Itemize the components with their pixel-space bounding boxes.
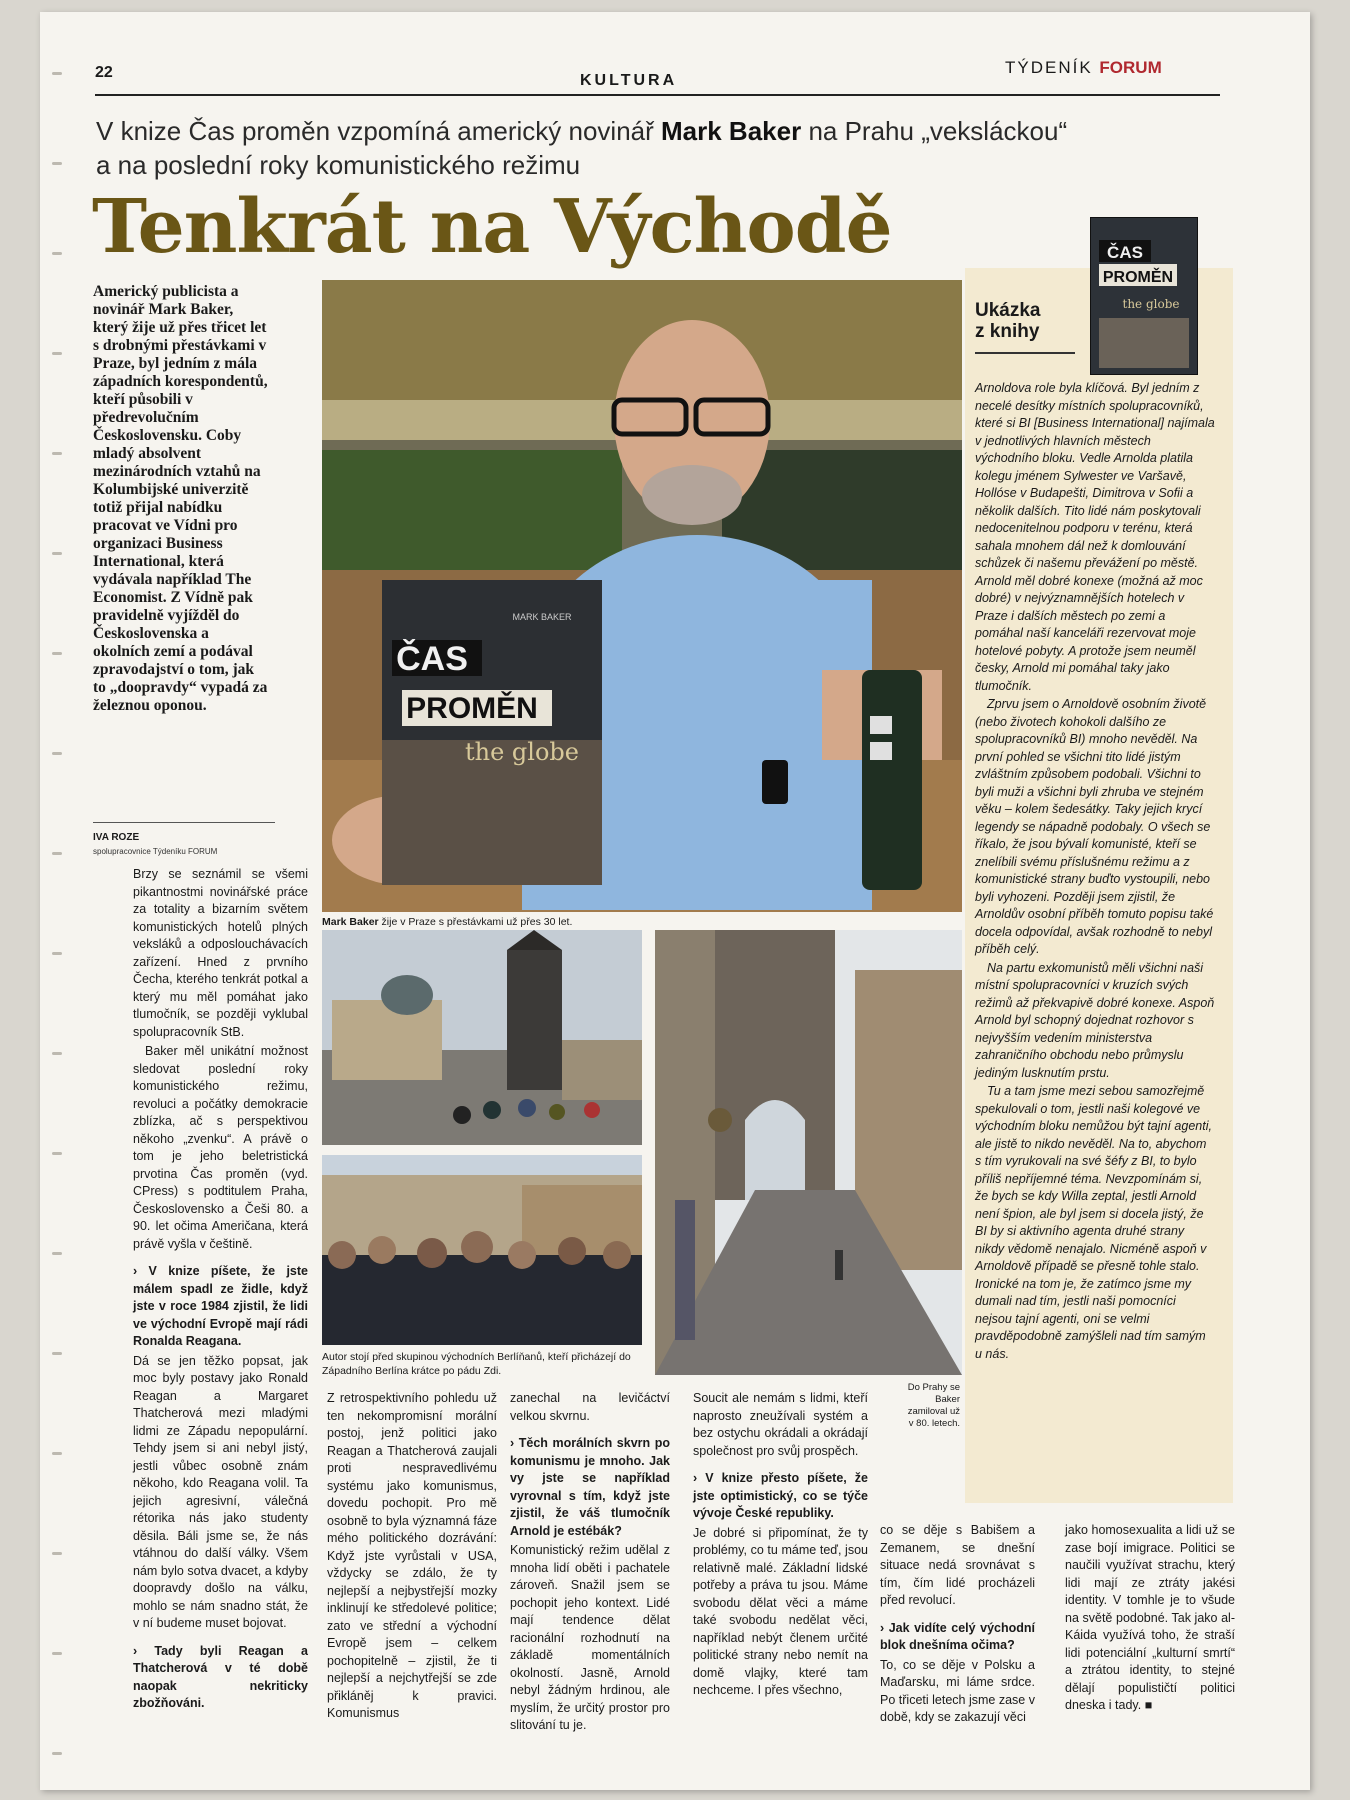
thumbnail-title-2: PROMĚN bbox=[1102, 269, 1174, 286]
header-rule bbox=[95, 94, 1220, 96]
interview-question: › Tady byli Reagan a Thatcherová v té době naopak nekriticky zbožňováni. bbox=[133, 1643, 308, 1710]
paragraph: zanechal na levičáctví velkou skvrnu. bbox=[510, 1391, 670, 1423]
bridge-photo bbox=[322, 930, 642, 1145]
publication-brand: TÝDENÍK FORUM bbox=[1005, 58, 1162, 77]
article-column-6 bbox=[1065, 1522, 1235, 1717]
article-column-2 bbox=[327, 1390, 497, 1725]
paragraph: Brzy se seznámil se všemi pikantnostmi novinářské práce za totality a bizarním světem komunistických hotelů plných veksláků a odposlouchávacích zařízení. Hned z prvního Čecha, kterého tenkrát potkal a který mu měl pomáhat jako tlumočník, se později vyklubal spolupracovník StB. bbox=[133, 867, 308, 1039]
paragraph: To, co se děje v Polsku a Maďarsku, mi láme srdce. Po třiceti letech jsme zase v době, kdy se zakazují věci bbox=[880, 1657, 1035, 1724]
paragraph: Komunistický režim udělal z mnoha lidí oběti i pachatele zároveň. Snažil jsem se pochopit jeho kontext. Lidé mají tendence dělat racionální rozhodnutí na základě momentálních okolností. Jasně, Arnold nebyl žádným hrdinou, ale myslím, že určitý prostor pro slitování tu je. bbox=[510, 1543, 670, 1732]
interview-question: › V knize přesto píšete, že jste optimistický, co se týče vývoje České republiky. bbox=[693, 1471, 868, 1520]
street-photo-caption: Do Prahy se Baker zamiloval už v 80. letech. bbox=[907, 1382, 960, 1429]
sample-paragraph: Tu a tam jsme mezi sebou samozřejmě spekulovali o tom, jestli naši kolegové ve východním bloku nemůžou být tajní agenti, ale jistě to nikdo nevěděl. Na to, abychom s tím vyrukovali na své šéfy z BI, to bylo příliš nepříjemné téma. Nevzpomínám si, že bych se kdy Willa zeptal, jestli Arnold není špion, ale byl jsem si docela jistý, že BI by si aktivního agenta druhé strany nikdy vědomě nenajalo. Nicméně aspoň v Arnoldově případě se přesně tohle stalo. Ironické na tom je, že zatímco jsme my dumali nad tím, jestli naši pomocníci nejsou tajní agenti, oni se velmi pravděpodobně zamýšleli nad tím samým u nás. bbox=[975, 1084, 1212, 1361]
lede-paragraph: Americký publicista a novinář Mark Baker, který žije už přes třicet let s drobnými přestávkami v Praze, byl jedním z mála západních korespondentů, kteří působili v předrevolučním Československu. Coby mladý absolvent mezinárodních vztahů na Kolumbijské univerzitě totiž přijal nabídku pracovat ve Vídni pro organizaci Business International, která vydávala například The Economist. Z Vídně pak pravidelně vyjížděl do Československa a okolních zemí a podával zpravodajství o tom, jak to „doopravdy“ vypadá za železnou oponou. bbox=[93, 283, 268, 714]
author-role: spolupracovnice Týdeníku FORUM bbox=[93, 847, 218, 856]
book-sample-title: Ukázka z knihy bbox=[975, 300, 1041, 342]
article-column-5 bbox=[880, 1522, 1035, 1729]
caption-name: Mark Baker bbox=[322, 916, 379, 928]
author-rule bbox=[93, 822, 275, 823]
article-column-4 bbox=[693, 1390, 868, 1702]
sample-paragraph: Arnoldova role byla klíčová. Byl jedním z necelé desítky místních spolupracovníků, které si BI [Business International] najímala v jednotlivých hlavních městech východního bloku. Vedle Arnolda platila kolegu jménem Sylwester ve Varšavě, Hollóse v Budapešti, Dimitrova v Sofii a několik dalších. Tito lidé nám poskytovali nedocenitelnou podporu v terénu, která sahala mnohem dál než k domlouvání schůzek či našemu převážení po městě. Arnold měl dobré konexe (možná až moc dobré) v nejvýznamnějších hotelech v Praze i dalších městech po zemi a pomáhal naší kanceláři rezervovat moje hotelové pobyty. A protože jsem neuměl česky, Arnold mi pomáhal taky jako tlumočník. bbox=[975, 381, 1215, 693]
book-cover-title-2: PROMĚN bbox=[406, 692, 538, 725]
book-cover-thumbnail bbox=[1090, 217, 1198, 375]
book-cover-title-1: ČAS bbox=[396, 640, 468, 678]
paragraph: Je dobré si připomínat, že ty problémy, co tu máme teď, jsou relativně malé. Základní lidské potřeby a práva tu jsou. Máme svobodu dělat věci a máme také svobodu nedělat věci, například nebýt členem určité politické strany nebo nemít na domě vlajky, které tam nechceme. I přes všechno, bbox=[693, 1525, 868, 1697]
section-label: KULTURA bbox=[580, 72, 678, 89]
article-column-1 bbox=[133, 866, 308, 1715]
paragraph: jako homosexualita a lidi už se zase bojí imigrace. Politici se naučili využívat strachu, který lidi mají ze ztráty jakési identity. V tomhle je to všude na světě podobné. Tak jako al-Káida využívá toho, že straší lidi potenciální „kulturní smrtí“ a ztrátou identity, to stejné dělají populističtí politici dneska i tady. ■ bbox=[1065, 1523, 1235, 1712]
sample-paragraph: Na partu exkomunistů měli všichni naši místní spolupracovníci v kruzích svých režimů až překvapivě dobré konexe. Aspoň Arnold byl schopný dojednat rozhovor s nejvyšším vedením ministerstva zahraničního obchodu nebo průmyslu jediným lusknutím prstu. bbox=[975, 960, 1215, 1080]
paragraph: co se děje s Babišem a Zemanem, se dnešní situace nedá srovnávat s tím, čím lidé procházeli před revolucí. bbox=[880, 1523, 1035, 1607]
main-photo-caption: Mark Baker žije v Praze s přestávkami už přes 30 let. bbox=[322, 916, 573, 928]
headline: Tenkrát na Východě bbox=[92, 184, 892, 270]
interview-question: › V knize píšete, že jste málem spadl ze židle, když jste v roce 1984 zjistil, že lidi ve východní Evropě mají rádi Ronalda Reagana. bbox=[133, 1264, 308, 1348]
book-cover-author: MARK BAKER bbox=[512, 612, 572, 622]
crowd-photo-caption: Autor stojí před skupinou východních Berlíňanů, kteří přicházejí do Západního Berlína krátce po pádu Zdi. bbox=[322, 1351, 631, 1377]
article-column-3 bbox=[510, 1390, 670, 1737]
paragraph: Baker měl unikátní možnost sledovat poslední roky komunistického režimu, revoluci a počátky demokracie zblízka, ač s perspektivou někoho „zvenku“. A právě o tom je jeho beletristická prvotina Čas proměn (vyd. CPress) s podtitulem Praha, Československo a Češi 80. a 90. let očima Američana, která právě vyšla v češtině. bbox=[133, 1044, 308, 1251]
article-kicker: V knize Čas proměn vzpomíná americký novinář Mark Baker na Prahu „veksláckou“ a na poslední roky komunistického režimu bbox=[96, 116, 1068, 180]
binding-holes bbox=[50, 32, 70, 1772]
brand-name: FORUM bbox=[1099, 58, 1162, 77]
thumbnail-sign: the globe bbox=[1122, 297, 1180, 311]
interview-question: › Těch morálních skvrn po komunismu je mnoho. Jak vy jste se například vyrovnal s tím, když jste zjistil, že váš tlumočník Arnold je estébák? bbox=[510, 1436, 670, 1538]
page-number: 22 bbox=[95, 64, 113, 81]
paragraph: Soucit ale nemám s lidmi, kteří naprosto zneužívali systém a bez ostychu okrádali a okrádají společnost pro svůj prospěch. bbox=[693, 1391, 868, 1458]
interview-question: › Jak vidíte celý východní blok dnešníma očima? bbox=[880, 1620, 1035, 1652]
thumbnail-title-1: ČAS bbox=[1107, 243, 1143, 262]
author-name: IVA ROZE bbox=[93, 832, 140, 843]
book-cover-sign: the globe bbox=[465, 738, 579, 766]
crowd-photo bbox=[322, 1155, 642, 1345]
kicker-name: Mark Baker bbox=[661, 116, 802, 146]
book-sample-text bbox=[975, 380, 1215, 1364]
paragraph: Dá se jen těžko popsat, jak moc byly postavy jako Ronald Reagan a Margaret Thatcherová mezi mladými lidmi ze Západu nepopulární. Tehdy jsem si ani nebyl jistý, jestli vůbec osobně znám někoho, kdo Reagana volil. Ta jejich agresivní, válečná rétorika nás jako studenty děsila. Báli jsme se, že nás vtáhnou do další války. Všem nám bylo sotva dvacet, a kdyby doopravdy došlo na válku, mohlo se nám snadno stát, že v ní budeme muset bojovat. bbox=[133, 1353, 308, 1630]
main-photo bbox=[322, 280, 962, 912]
paragraph: Z retrospektivního pohledu už ten nekompromisní morální postoj, jenž politici jako Reagan a Thatcherová zaujali proti nespravedlivému systému jako komunismus, dovedu pochopit. Pro mě osobně to byla významná fáze mého politického dozrávání: Když jste vyrůstali v USA, vždycky se zdálo, že ty nejlepší a nejbystřejší mozky inklinují ke středolevé politice; zato ve střední a východní Evropě jsem – celkem pochopitelně – zjistil, že ti nejlepší a nejchytřejší se zde přikláněj k pravici. Komunismus bbox=[327, 1391, 497, 1720]
sample-title-rule bbox=[975, 352, 1075, 354]
sample-paragraph: Zprvu jsem o Arnoldově osobním životě (nebo životech kohokoli dalšího ze spolupracovníků BI) mnoho nevěděl. Na první pohled se všichni tito lidé jistým zvláštním způsobem podobali. Všichni to byli muži a všichni byli zhruba ve stejném věku – kolem šedesátky. Taky jejich krycí legendy se nápadně podobaly. O všech se říkalo, že jsou bývalí komunisté, kteří se znelíbili svému příslušnému režimu a z komunistické strany buďto vystoupili, nebo byli vyhozeni. Později jsem zjistil, že Arnoldův osobní příběh tomuto popisu také docela odpovídal, avšak rozhodně to nebyl příběh celý. bbox=[975, 697, 1214, 956]
street-photo bbox=[655, 930, 962, 1375]
